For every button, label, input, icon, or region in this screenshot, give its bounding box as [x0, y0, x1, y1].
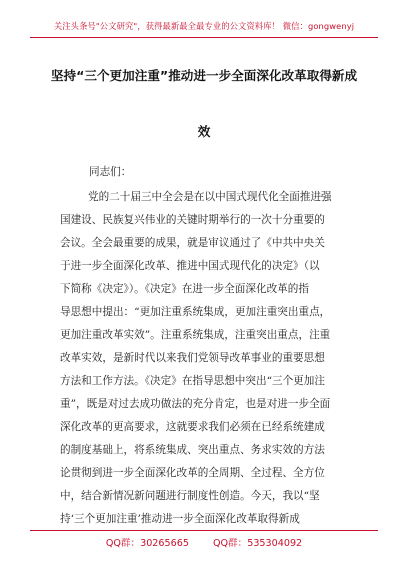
footer-qq-group-1: QQ群：30265665 [105, 538, 189, 549]
footer-divider [30, 530, 378, 531]
body-line: 更加注重改革实效”。注重系统集成，注重突出重点，注重 [60, 329, 331, 341]
header-divider [30, 37, 378, 38]
body-line: 深化改革的更高要求，这就要求我们必须在已经系统建成 [60, 421, 325, 433]
body-line: 方法和工作方法。《决定》在指导思想中突出“三个更加注 [60, 375, 325, 387]
body-line: 改革实效，是新时代以来我们党领导改革事业的重要思想 [60, 352, 325, 364]
body-line: 的制度基础上，将系统集成、突出重点、务求实效的方法 [60, 444, 325, 456]
body-line: 党的二十届三中全会是在以中国式现代化全面推进强 [88, 191, 332, 203]
footer-qq-group-2: QQ群：535304092 [212, 538, 303, 549]
salutation: 同志们： [89, 166, 132, 178]
document-title-line-2: 效 [197, 124, 211, 139]
body-line: 国建设、民族复兴伟业的关键时期举行的一次十分重要的 [60, 214, 325, 226]
body-line: 会议。全会最重要的成果，就是审议通过了《中共中央关 [60, 237, 325, 249]
footer [0, 532, 408, 556]
document-title-line-1: 坚持“三个更加注重”推动进一步全面深化改革取得新成 [50, 68, 358, 83]
body-line: 持‘三个更加注重’推动进一步全面深化改革取得新成 [60, 513, 300, 525]
body-line: 重”，既是对过去成功做法的充分肯定，也是对进一步全面 [60, 398, 331, 410]
body-line: 中，结合新情况新问题进行制度性创造。今天，我以“坚 [60, 490, 320, 502]
body-line: 于进一步全面深化改革、推进中国式现代化的决定》（以 [60, 260, 320, 272]
body-line: 导思想中提出：“更加注重系统集成，更加注重突出重点， [60, 306, 331, 318]
header-banner: 关注头条号"公文研究"，获得最新最全最专业的公文资料库！ 微信：gongwenyj [53, 21, 355, 31]
body-line: 论贯彻到进一步全面深化改革的全周期、全过程、全方位 [60, 467, 325, 479]
body-line: 下简称《决定》）。《决定》在进一步全面深化改革的指 [60, 283, 309, 295]
